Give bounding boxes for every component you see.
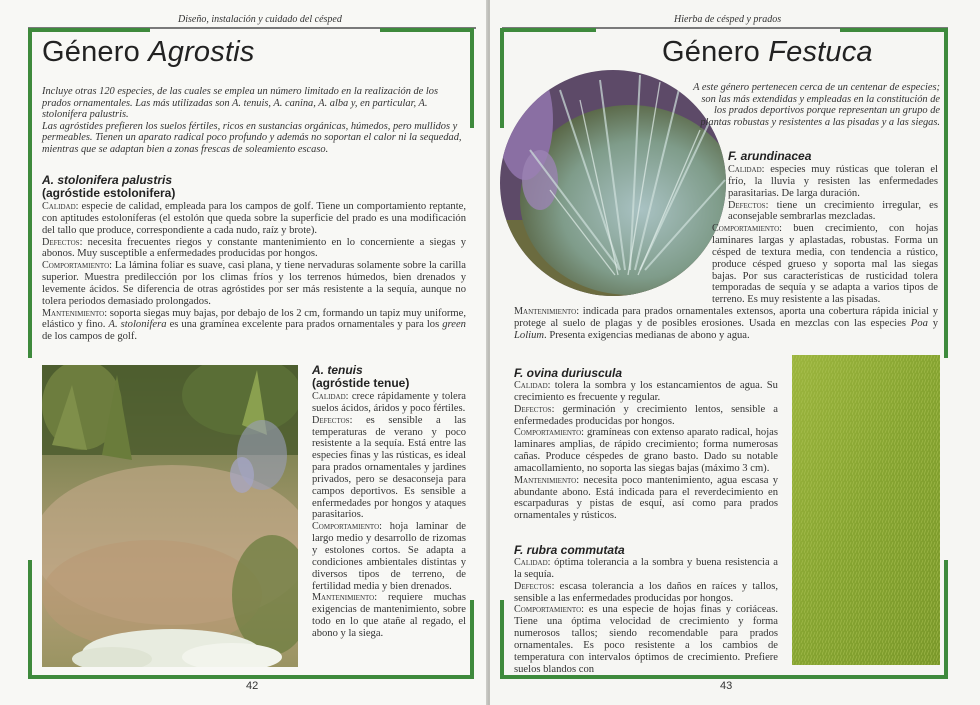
section-title-stolonifera: A. stolonifera palustris (agróstide estolonifera) [42, 173, 176, 200]
page-number-left: 42 [246, 680, 259, 692]
section-title-rubra: F. rubra commutata [514, 543, 625, 557]
frame-top-right-left [380, 28, 474, 32]
section-body-ovina: Calidad: tolera la sombra y los estancamientos de agua. Su crecimiento es frecuente y regular. Defectos: germinación y crecimiento lentos, sensible a enfermedades producidas por hongos. Comportamiento: gramíneas con extenso aparato radical, hojas laminares amplias, de rápido crecimiento; forma numerosas cañas. Produce céspedes de grano basto. Dado su notable amacollamiento, no soporta las siegas bajas (máximo 3 cm). Mantenimiento: necesita poco mantenimiento, agua escasa y abundante abono. Está indicada para el reverdecimiento en escarpaduras y pistas de esquí, así como para prados ornamentales y rústicos. [514, 380, 778, 522]
frame-bottom-left [28, 675, 474, 679]
section-body-stolonifera: Calidad: especie de calidad, empleada para los campos de golf. Tiene un comportamiento reptante, con aptitudes estoloníferas (el estolón que queda sobre la superficie del prado es una modificación del tallo que produce, correspondiente a cada nudo, raíz y brote). Defectos: necesita frecuentes riegos y constante mantenimiento en lo concerniente a siegas y abonos. Muy susceptible a enfermedades producidas por hongos. Comportamiento: La lámina foliar es suave, casi plana, y tiene nervaduras solamente sobre la carilla superior. Muestra predilección por los climas fríos y los terrenos húmedos, bien drenados y levemente ácidos. Se diferencia de otras agróstides por ser más resistente a la sequía, aunque no tolera periodos demasiado prolongados. Mantenimiento: soporta siegas muy bajas, por debajo de los 2 cm, formando un tapiz muy uniforme, elástico y fino. A. stolonifera es una gramínea excelente para prados ornamentales y para los green de los campos de golf. [42, 201, 466, 343]
frame-right-top-left [470, 28, 474, 128]
page-title-right: Género Festuca [662, 36, 873, 68]
right-page [490, 0, 980, 705]
section-body-rubra: Calidad: óptima tolerancia a la sombra y buena resistencia a la sequía. Defectos: escasa tolerancia a los daños en raíces y tallos, sensible a las enfermedades producidas por hongos. Comportamiento: es una especie de hojas finas y coriáceas. Tiene una óptima velocidad de crecimiento y forma numerosos tallos; siendo recomendable para prados ornamentales. Es poco resistente a los cambios de temperatura con intervalos óptimos de crecimiento. Prefiere suelos blandos con [514, 557, 779, 675]
running-head-left: Diseño, instalación y cuidado del césped [178, 14, 342, 25]
frame-left-bottom-right [500, 600, 504, 679]
agrostis-photo [42, 365, 298, 667]
running-head-right: Hierba de césped y prados [674, 14, 782, 25]
intro-right: A este género pertenecen cerca de un centenar de especies; son las más extendidas y empleadas en la constitución de los prados deportivos porque representan un grupo de plantas robustas y resistentes a las pisadas y a las siegas. [693, 82, 940, 128]
page-title-left: Género Agrostis [42, 36, 255, 68]
frame-top-left-right [500, 28, 596, 32]
lawn-photo [792, 355, 940, 665]
frame-bottom-right [500, 675, 948, 679]
frame-right-bottom-right [944, 560, 948, 679]
section-body-tenuis: Calidad: crece rápidamente y tolera suelos ácidos, áridos y poco fértiles. Defectos: es sensible a las temperaturas de verano y poco resistente a la sequía. Está entre las especies finas y las rústicas, es ideal para prados ornamentales y jardines privados, pero se desaconseja para campos deportivos. Es sensible a enfermedades por hongos y ataques parasitarios. Comportamiento: hoja laminar de largo medio y desarrollo de rizomas y estolones cortos. Se adapta a condiciones ambientales distintas y diversos tipos de terreno, de fertilidad media y bien drenados. Mantenimiento: requiere muchas exigencias de mantenimiento, sobre todo en lo que atañe al regado, el abono y la siega. [312, 391, 466, 639]
frame-left-top-right [500, 28, 504, 128]
intro-left: Incluye otras 120 especies, de las cuales se emplea un número limitado en la realización de los prados ornamentales. Las más utilizadas son A. tenuis, A. canina, A. alba y, en particular, A. stolonifera palustris. Las agróstides prefieren los suelos fértiles, ricos en sustancias orgánicas, húmedos, pero mullidos y permeables. Tienen un aparato radical poco profundo y además no soportan el calor ni la sequedad, mientras que se adaptan bien a zonas frescas de soleamiento escaso. [42, 86, 462, 155]
section-body-arundinacea: Calidad: especies muy rústicas que toleran el frío, la lluvia y resisten las enfermedades parasitarias. De larga duración. Defectos: tiene un crecimiento irregular, es aconsejable sembrarlas mezcladas. Comportamiento: buen crecimiento, con hojas laminares largas y aplastadas, robustas. Forma un césped de textura media, con tendencia a rústico, produce césped grueso y soporta mal las siegas bajas. Por sus características de rusticidad tolera temporadas de sequía y se adapta a varios tipos de terreno. Es muy resistente a las pisadas. Mantenimiento: indicada para prados ornamentales extensos, aporta una cobertura rápida inicial y protege al suelo de plagas y de posibles erosiones. Usada en mezclas con las especies Poa y Lolium. Presenta exigencias medianas de abono y agua. [514, 164, 938, 341]
section-title-ovina: F. ovina duriuscula [514, 366, 623, 380]
frame-right-right [944, 28, 948, 358]
section-title-tenuis: A. tenuis (agróstide tenue) [312, 363, 410, 390]
frame-right-bottom-left [470, 600, 474, 679]
section-title-arundinacea: F. arundinacea [728, 149, 812, 163]
frame-left-bottom-left [28, 560, 32, 679]
page-number-right: 43 [720, 680, 733, 692]
frame-top-right-right [840, 28, 948, 32]
left-page [0, 0, 488, 705]
